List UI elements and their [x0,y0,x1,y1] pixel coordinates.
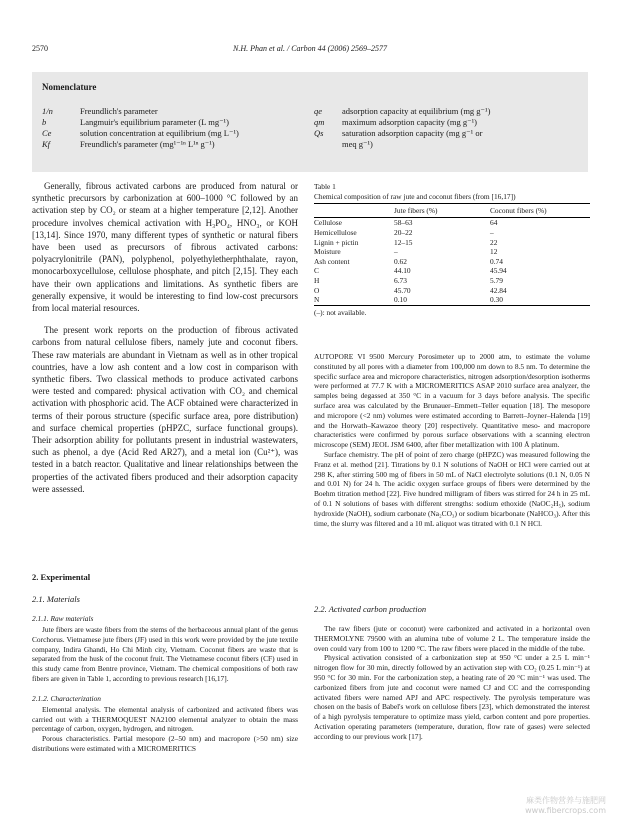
nomenclature-definition: meq g⁻¹) [342,139,373,149]
table-cell: 0.30 [490,295,590,305]
table-cell: C [314,266,319,276]
methods-text [314,352,590,528]
table-cell: – [394,247,398,257]
page-number: 2570 [32,44,48,53]
table-cell: 0.74 [490,256,503,266]
nomenclature-definition: Langmuir's equilibrium parameter (L mg⁻¹) [80,117,229,127]
nomenclature-definition: saturation adsorption capacity (mg g⁻¹ or [342,128,483,138]
nomenclature-symbol: Ce [42,128,52,138]
nomenclature-definition: maximum adsorption capacity (mg g⁻¹) [342,117,477,127]
watermark-line: 麻类作物营养与施肥网 [526,796,606,805]
paragraph: Porous characteristics. Partial mesopore (2–50 nm) and macropore (>50 nm) size distributions were estimated with a MICROMERITICS [32,734,298,753]
composition-table [314,203,590,305]
nomenclature-title: Nomenclature [42,82,97,92]
introduction-text [32,180,298,495]
nomenclature-definition: Freundlich's parameter [80,106,158,116]
intro-paragraph: Generally, fibrous activated carbons are produced from natural or synthetic precursors by carbonization at 600–1000 °C followed by an activation step by CO₂ or steam at a higher temperature [2,12]. Another procedure involves chemical activation with H₃PO₄, HNO₃, or KOH [13,14]. Since 1970, many different types of synthetic or natural fibers have been used as precursors of fibrous activated carbons: polyacrylonitrile (PAN), polyphenol, polyethyletherphthalate, rayon, monocarboxycellulose, cellulose phosphate, and pitch [2,15]. They each have their own applications and limitations. As synthetic fibers are generally expensive, it would be interesting to find low-cost precursors from local material resources. [32,181,298,314]
activation-text [314,624,590,742]
nomenclature-definition: Freundlich's parameter (mg¹⁻¹ⁿ L¹ⁿ g⁻¹) [80,139,215,149]
nomenclature-definition: adsorption capacity at equilibrium (mg g⁻¹) [342,106,491,116]
table-row [314,257,590,267]
paragraph: Jute fibers are waste fibers from the stems of the herbaceous annual plant of the genus Corchorus. Vietnamese jute fibers (JF) used in this work were provided by the jute textile company, Indira Ghandi, Ho Chi Minh city, Vietnam. Coconut fibers are waste that is separated from the husk of the coconut fruit. The Vietnamese coconut fibers (CF) used in this study came from Bentre province, Vietnam. The chemical compositions of both raw fibers are given in Table 1, according to previous research [16,17]. [32,625,298,683]
table-row [314,285,590,295]
table-cell: 20–22 [394,228,413,238]
table-cell: 44.10 [394,266,411,276]
watermark-url: www.fibercrops.com [525,806,606,815]
table-cell: 0.62 [394,256,407,266]
subsection-heading: 2.1. Materials [32,594,80,604]
table-row [314,228,590,238]
subsubsection-heading: 2.1.1. Raw materials [32,614,94,623]
paragraph: AUTOPORE VI 9500 Mercury Porosimeter up to 2000 atm, to estimate the volume constituted by all pores with a diameter from 100,000 nm down to 8.5 nm. To determine the specific surface area and micropore characteristics, nitrogen adsorption/desorption isotherms were performed at 77.7 K with a MICROMERITICS ASAP 2010 surface area analyzer, the samples being degassed at 350 °C in a vacuum for 3 days before analysis. The specific surface area was calculated by the Brunauer–Emmett–Teller equation [18]. The mesopore and micropore (<2 nm) volumes were estimated according to Barrett–Joyner–Halenda [19] and the Horwath–Kawazoe theory [20] respectively. Quantitative meso- and macropore characteristics were confirmed by porous surface observations with a scanning electron microscope (SEM) JEOL JSM 6400, after fiber metallization with 100 Å platinum. [314,352,590,450]
subsubsection-heading: 2.1.2. Characterization [32,693,101,703]
section-heading: 2. Experimental [32,572,91,582]
table-row [314,237,590,247]
table-1 [314,182,590,317]
table-cell: 6.73 [394,276,407,286]
nomenclature-symbol: Qs [314,128,324,138]
table-caption: Chemical composition of raw jute and coconut fibers (from [16,17]) [314,191,516,201]
table-cell: 22 [490,237,498,247]
table-cell: Lignin + pictin [314,237,359,247]
characterization-text [32,705,298,754]
paragraph: Surface chemistry. The pH of point of zero charge (pHPZC) was measured following the Franz et al. method [21]. Titrations by 0.1 N solutions of NaOH or HCl were carried out at 298 K, after stirring 500 mg of fibers in 50 mL of NaCl electrolyte solutions (0.1 N, 0.05 N and 0.01 N) for 24 h. The acidic oxygen surface groups of fibers were determined by the Boehm titration method [22]. Five hundred milligram of fibers was stirred for 24 h in 25 mL of 0.1 N solutions of bases with different strengths: sodium ethoxide (NaOC₂H₅), sodium hydroxide (NaOH), sodium carbonate (Na₂CO₃) or sodium bicarbonate (NaHCO₃). After this time, the slurry was filtered and a 10 mL aliquot was titrated with 0.1 N HCl. [314,449,590,528]
nomenclature-symbol: b [42,117,47,127]
paragraph: Physical activation consisted of a carbonization step at 950 °C under a 2.5 L min⁻¹ nitrogen flow for 30 min, directly followed by an activation step with CO₂ (0.25 L min⁻¹) at 950 °C for 30 min. For the carbonization step, a heating rate of 20 °C min⁻¹ was used. The carbonized fibers from jute and coconut were named CJ and CC and the corresponding activated fibers were named APJ and APC respectively. The pyrolysis temperature was chosen on the basis of Babel's work on cellulose fibers [23], which demonstrated the interest of a high pyrolysis temperature to optimize mass yield, carbon content and pore properties. Activation operating parameters (temperature, duration, flow rate of gases) were selected according to our previous work [17]. [314,653,590,741]
experimental-section [32,572,298,754]
column-header: Coconut fibers (%) [490,204,590,218]
table-cell: 45.70 [394,285,411,295]
table-header-row [314,204,590,218]
table-cell: 64 [490,218,498,228]
nomenclature-symbol: 1/n [42,106,53,116]
journal-citation: N.H. Phan et al. / Carbon 44 (2006) 2569–2577 [233,44,387,53]
nomenclature-symbol: qm [314,117,325,127]
nomenclature-symbol: qe [314,106,323,116]
table-cell: O [314,285,320,295]
table-caption-label: Table 1 [314,182,336,191]
table-cell: 45.94 [490,266,507,276]
table-cell: 58–63 [394,218,413,228]
table-cell: N [314,295,394,305]
nomenclature-box [32,72,588,172]
table-cell: 42.84 [490,285,507,295]
paragraph: Elemental analysis. The elemental analysis of carbonized and activated fibers was carried out with a THERMOQUEST NA2100 elemental analyzer to obtain the mass percentage of carbon, oxygen, hydrogen, and nitrogen. [32,704,298,734]
table-cell: Hemicellulose [314,228,357,238]
intro-paragraph: The present work reports on the production of fibrous activated carbons from natural cellulose fibers, namely jute and coconut fibers. These raw materials are abundant in Vietnam as well as in other tropical countries, have a low ash content and a low cost in comparison with synthetic fibers. Two classical methods to produce activated carbons were tested and compared: physical activation with CO₂ and chemical activation with phosphoric acid. The ACF obtained were characterized in terms of their porous structure (specific surface area, pore distribution) and surface chemical properties (pHPZC, surface functional groups). Their adsorption ability for pollutants present in industrial wastewaters, such as phenol, a dye (Acid Red AR27), and a metal ion (Cu²⁺), was tested in a batch reactor. Qualitative and linear relationships between the properties of the activated fibers produced and their adsorption capacity were assessed. [32,325,298,494]
table-cell: 12–15 [394,237,413,247]
table-row [314,218,590,228]
table-cell: – [490,228,494,238]
table-cell: Moisture [314,247,341,257]
table-row [314,276,590,286]
table-cell: 5.79 [490,276,503,286]
column-header [314,204,394,218]
table-cell: 12 [490,247,498,257]
table-cell: H [314,276,320,286]
table-cell: Cellulose [314,218,342,228]
nomenclature-symbol: Kf [42,139,51,149]
paragraph: The raw fibers (jute or coconut) were carbonized and activated in a horizontal oven THERMOLYNE 79500 with an alumina tube of volume 2 L. The temperature inside the oven could vary from 100 to 1200 °C. The raw fibers were placed in the middle of the tube. [314,624,590,653]
nomenclature-definition: solution concentration at equilibrium (mg L⁻¹) [80,128,239,138]
table-cell: Ash content [314,256,350,266]
column-header: Jute fibers (%) [394,204,490,218]
table-row [314,295,590,305]
table-note: (–): not available. [314,307,367,317]
running-header [32,44,588,56]
table-row [314,266,590,276]
subsection-heading: 2.2. Activated carbon production [314,604,427,614]
raw-materials-text [32,625,298,684]
watermark [525,796,606,816]
table-cell: 0.10 [394,295,490,305]
table-row [314,247,590,257]
